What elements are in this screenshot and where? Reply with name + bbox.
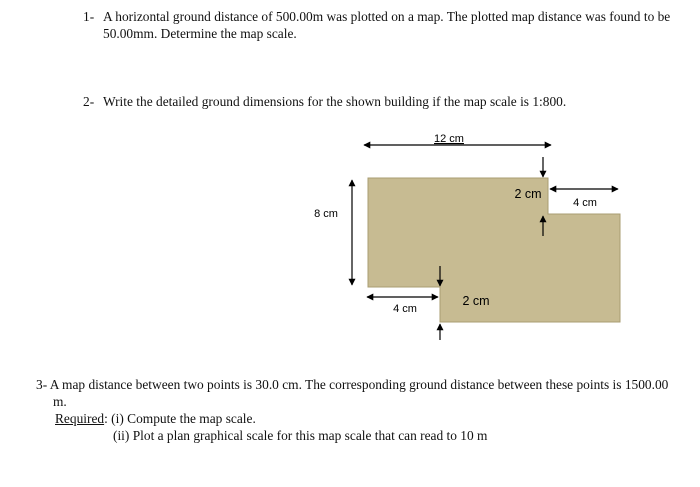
question-1-number: 1-	[83, 9, 95, 24]
question-3-number: 3-	[36, 377, 48, 392]
question-2-number: 2-	[83, 94, 95, 109]
question-2-text: Write the detailed ground dimensions for the shown building if the map scale is 1:800.	[103, 94, 567, 109]
left-height-label: 8 cm	[314, 208, 338, 220]
question-1-text: A horizontal ground distance of 500.00m was plotted on a map. The plotted map distance was found to be 50.00mm. Determine the map scale.	[103, 9, 671, 41]
right-step-width-label: 4 cm	[573, 197, 597, 209]
question-3	[36, 376, 676, 444]
bottom-step-height-label: 2 cm	[462, 294, 490, 308]
required-line	[36, 410, 676, 427]
top-width-label: 12 cm	[434, 133, 464, 145]
bottom-step-width-label: 4 cm	[393, 303, 417, 315]
right-step-drop-label: 2 cm	[514, 187, 542, 201]
required-item-2: (ii) Plot a plan graphical scale for this map scale that can read to 10 m	[113, 428, 488, 443]
required-label: Required	[55, 411, 105, 426]
required-item-1: : (i) Compute the map scale.	[104, 411, 256, 426]
question-3-text	[36, 376, 676, 410]
question-3-body: A map distance between two points is 30.0 cm. The corresponding ground distance between these points is 1500.00 m.	[49, 377, 669, 409]
